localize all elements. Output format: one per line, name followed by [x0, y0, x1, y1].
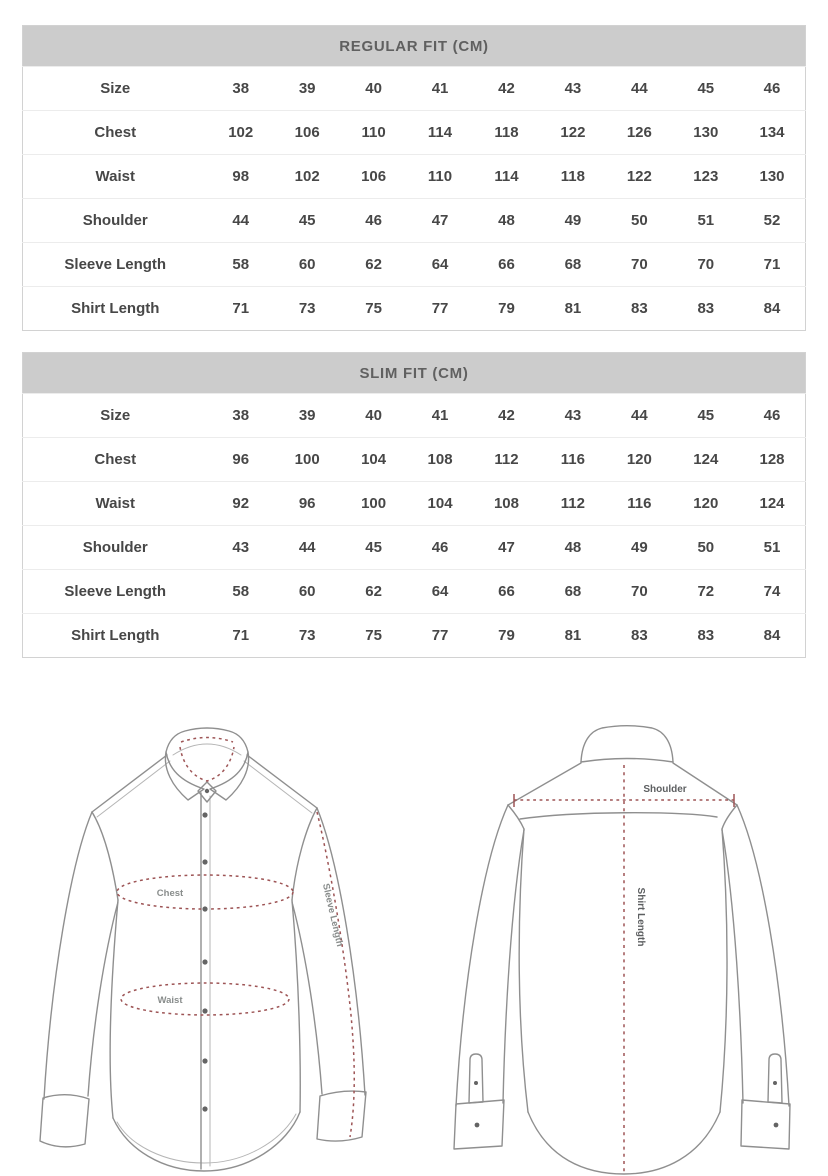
size-value-cell: 96	[208, 438, 274, 482]
size-value-cell: 66	[473, 243, 539, 287]
row-label: Size	[23, 67, 208, 111]
size-value-cell: 102	[208, 111, 274, 155]
size-value-cell: 38	[208, 394, 274, 438]
size-value-cell: 106	[340, 155, 406, 199]
row-label: Chest	[23, 111, 208, 155]
size-value-cell: 44	[606, 67, 672, 111]
size-value-cell: 71	[208, 614, 274, 658]
measurement-diagrams	[0, 680, 828, 1176]
shirt-front-diagram	[40, 728, 366, 1171]
size-value-cell: 45	[340, 526, 406, 570]
shoulder-label: Shoulder	[643, 784, 687, 795]
size-value-cell: 58	[208, 570, 274, 614]
size-value-cell: 110	[340, 111, 406, 155]
row-label: Shoulder	[23, 526, 208, 570]
size-value-cell: 104	[340, 438, 406, 482]
size-value-cell: 108	[407, 438, 473, 482]
size-value-cell: 114	[407, 111, 473, 155]
size-value-cell: 46	[739, 67, 806, 111]
size-value-cell: 112	[473, 438, 539, 482]
size-value-cell: 43	[540, 394, 606, 438]
table-row	[23, 570, 806, 614]
waist-label: Waist	[157, 995, 183, 1006]
table-row	[23, 526, 806, 570]
size-value-cell: 48	[540, 526, 606, 570]
size-value-cell: 50	[606, 199, 672, 243]
size-value-cell: 45	[673, 67, 739, 111]
size-value-cell: 83	[606, 287, 672, 331]
table-row	[23, 155, 806, 199]
size-value-cell: 75	[340, 614, 406, 658]
size-value-cell: 47	[473, 526, 539, 570]
size-value-cell: 68	[540, 570, 606, 614]
size-value-cell: 104	[407, 482, 473, 526]
size-value-cell: 79	[473, 614, 539, 658]
row-label: Shirt Length	[23, 614, 208, 658]
size-value-cell: 46	[340, 199, 406, 243]
size-value-cell: 116	[606, 482, 672, 526]
size-value-cell: 84	[739, 614, 806, 658]
collar-measure-line	[181, 738, 233, 743]
size-value-cell: 102	[274, 155, 340, 199]
row-label: Waist	[23, 482, 208, 526]
size-value-cell: 73	[274, 614, 340, 658]
size-value-cell: 45	[673, 394, 739, 438]
size-value-cell: 48	[473, 199, 539, 243]
size-value-cell: 44	[606, 394, 672, 438]
size-value-cell: 83	[606, 614, 672, 658]
size-value-cell: 72	[673, 570, 739, 614]
size-value-cell: 71	[739, 243, 806, 287]
row-label: Shirt Length	[23, 287, 208, 331]
size-value-cell: 45	[274, 199, 340, 243]
table-row	[23, 243, 806, 287]
size-value-cell: 46	[739, 394, 806, 438]
table-row	[23, 199, 806, 243]
size-value-cell: 49	[540, 199, 606, 243]
size-value-cell: 100	[274, 438, 340, 482]
size-value-cell: 60	[274, 570, 340, 614]
size-value-cell: 43	[208, 526, 274, 570]
size-value-cell: 118	[540, 155, 606, 199]
size-value-cell: 126	[606, 111, 672, 155]
size-value-cell: 68	[540, 243, 606, 287]
row-label: Chest	[23, 438, 208, 482]
size-value-cell: 73	[274, 287, 340, 331]
size-value-cell: 123	[673, 155, 739, 199]
size-value-cell: 58	[208, 243, 274, 287]
shirt-length-label: Shirt Length	[635, 887, 646, 947]
size-value-cell: 43	[540, 67, 606, 111]
size-value-cell: 120	[606, 438, 672, 482]
size-value-cell: 114	[473, 155, 539, 199]
size-value-cell: 128	[739, 438, 806, 482]
row-label: Sleeve Length	[23, 570, 208, 614]
size-value-cell: 70	[606, 570, 672, 614]
chest-label: Chest	[156, 888, 184, 899]
size-value-cell: 83	[673, 287, 739, 331]
size-value-cell: 124	[739, 482, 806, 526]
size-value-cell: 52	[739, 199, 806, 243]
size-value-cell: 41	[407, 67, 473, 111]
size-value-cell: 83	[673, 614, 739, 658]
size-value-cell: 124	[673, 438, 739, 482]
size-value-cell: 62	[340, 570, 406, 614]
table-title: SLIM FIT (CM)	[23, 353, 806, 394]
size-value-cell: 92	[208, 482, 274, 526]
size-value-cell: 47	[407, 199, 473, 243]
size-value-cell: 50	[673, 526, 739, 570]
size-value-cell: 39	[274, 67, 340, 111]
size-value-cell: 84	[739, 287, 806, 331]
size-value-cell: 96	[274, 482, 340, 526]
shirt-diagrams-svg	[0, 680, 828, 1176]
size-value-cell: 70	[606, 243, 672, 287]
chest-measure-line	[117, 875, 293, 909]
size-value-cell: 40	[340, 394, 406, 438]
size-value-cell: 62	[340, 243, 406, 287]
table-title: REGULAR FIT (CM)	[23, 26, 806, 67]
table-row	[23, 287, 806, 331]
size-value-cell: 71	[208, 287, 274, 331]
regular-fit-table	[22, 25, 806, 331]
row-label: Sleeve Length	[23, 243, 208, 287]
size-value-cell: 70	[673, 243, 739, 287]
size-value-cell: 77	[407, 614, 473, 658]
size-value-cell: 42	[473, 394, 539, 438]
size-value-cell: 112	[540, 482, 606, 526]
size-value-cell: 100	[340, 482, 406, 526]
size-value-cell: 75	[340, 287, 406, 331]
size-value-cell: 116	[540, 438, 606, 482]
table-row	[23, 394, 806, 438]
size-value-cell: 98	[208, 155, 274, 199]
size-value-cell: 134	[739, 111, 806, 155]
shirt-back-diagram	[454, 726, 790, 1174]
size-value-cell: 118	[473, 111, 539, 155]
size-value-cell: 64	[407, 570, 473, 614]
size-value-cell: 42	[473, 67, 539, 111]
size-value-cell: 110	[407, 155, 473, 199]
size-value-cell: 44	[208, 199, 274, 243]
size-value-cell: 46	[407, 526, 473, 570]
row-label: Waist	[23, 155, 208, 199]
row-label: Shoulder	[23, 199, 208, 243]
size-value-cell: 120	[673, 482, 739, 526]
size-value-cell: 108	[473, 482, 539, 526]
size-value-cell: 64	[407, 243, 473, 287]
table-row	[23, 482, 806, 526]
size-value-cell: 66	[473, 570, 539, 614]
size-value-cell: 44	[274, 526, 340, 570]
size-value-cell: 41	[407, 394, 473, 438]
table-row	[23, 111, 806, 155]
size-value-cell: 122	[606, 155, 672, 199]
sleeve-length-measure-line	[317, 812, 354, 1137]
size-value-cell: 79	[473, 287, 539, 331]
size-value-cell: 130	[739, 155, 806, 199]
size-value-cell: 49	[606, 526, 672, 570]
size-value-cell: 51	[739, 526, 806, 570]
table-row	[23, 614, 806, 658]
size-value-cell: 38	[208, 67, 274, 111]
size-value-cell: 81	[540, 287, 606, 331]
row-label: Size	[23, 394, 208, 438]
size-value-cell: 77	[407, 287, 473, 331]
size-value-cell: 60	[274, 243, 340, 287]
back-buttons	[474, 1081, 778, 1127]
size-value-cell: 122	[540, 111, 606, 155]
size-value-cell: 130	[673, 111, 739, 155]
size-value-cell: 74	[739, 570, 806, 614]
table-row	[23, 67, 806, 111]
size-value-cell: 81	[540, 614, 606, 658]
slim-fit-table	[22, 352, 806, 658]
sleeve-length-label: Sleeve Length	[319, 882, 346, 948]
size-value-cell: 51	[673, 199, 739, 243]
size-value-cell: 40	[340, 67, 406, 111]
table-row	[23, 438, 806, 482]
front-buttons	[202, 789, 209, 1112]
size-value-cell: 106	[274, 111, 340, 155]
size-value-cell: 39	[274, 394, 340, 438]
